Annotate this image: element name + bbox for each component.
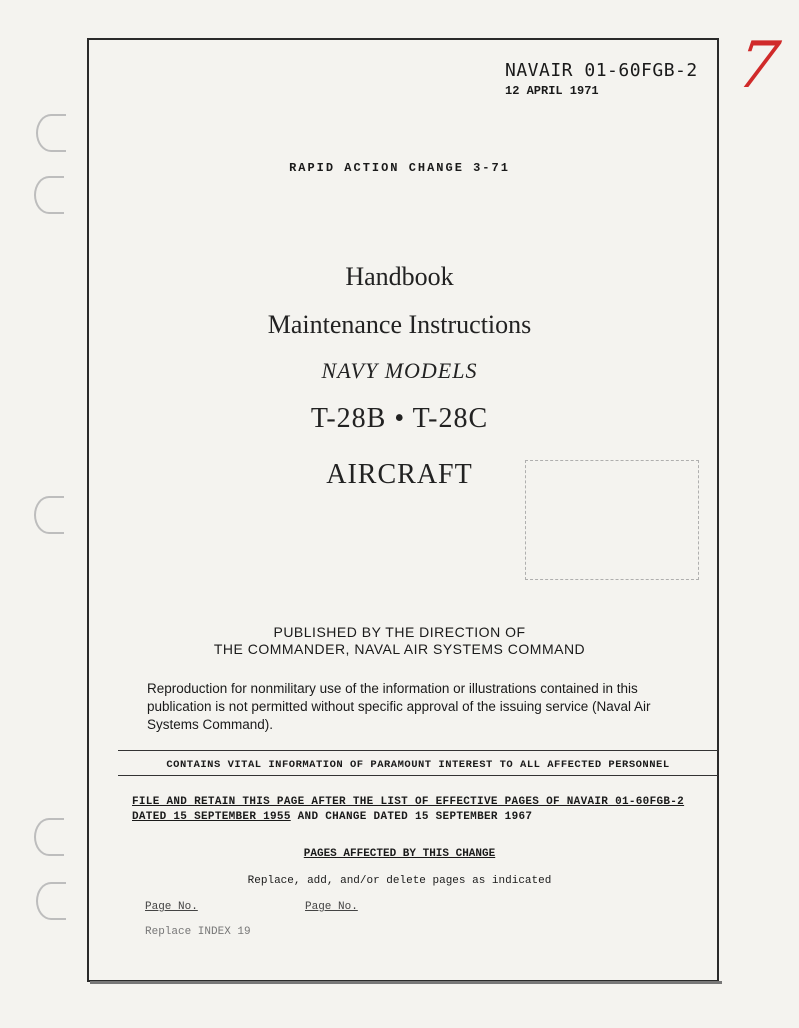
punch-hole (34, 176, 64, 214)
handwritten-mark: 7 (732, 29, 784, 103)
pages-affected-instruction: Replace, add, and/or delete pages as indicated (247, 875, 552, 887)
title-aircraft: AIRCRAFT (326, 459, 473, 490)
page-no-header-1: Page No. (145, 901, 198, 913)
punch-hole (36, 882, 66, 920)
punch-hole (36, 114, 66, 152)
document-number: NAVAIR 01-60FGB-2 (505, 60, 698, 81)
received-stamp (525, 460, 699, 580)
title-maintenance: Maintenance Instructions (267, 310, 532, 339)
divider (118, 750, 718, 751)
punch-hole (34, 496, 64, 534)
file-instruction-change: AND CHANGE DATED 15 SEPTEMBER 1967 (290, 811, 533, 823)
title-models: T-28B • T-28C (310, 403, 489, 434)
page-entry: Replace INDEX 19 (145, 926, 251, 938)
border-shadow (90, 981, 722, 984)
pages-affected-heading: PAGES AFFECTED BY THIS CHANGE (303, 848, 496, 860)
published-line-1: PUBLISHED BY THE DIRECTION OF (273, 624, 526, 640)
published-line-2: THE COMMANDER, NAVAL AIR SYSTEMS COMMAND (213, 641, 586, 657)
file-instruction-line-2 (132, 811, 532, 823)
title-navy-models: NAVY MODELS (321, 358, 478, 383)
title-handbook: Handbook (345, 262, 454, 291)
change-line: RAPID ACTION CHANGE 3-71 (289, 161, 510, 175)
reproduction-notice: Reproduction for nonmilitary use of the information or illustrations contained in this publication is not permitted without specific approval of the issuing service (Naval Air Systems Command). (147, 681, 651, 732)
vital-notice: CONTAINS VITAL INFORMATION OF PARAMOUNT INTEREST TO ALL AFFECTED PERSONNEL (166, 759, 670, 771)
file-instruction-date: DATED 15 SEPTEMBER 1955 (132, 811, 291, 823)
file-instruction-line-1: FILE AND RETAIN THIS PAGE AFTER THE LIST OF EFFECTIVE PAGES OF NAVAIR 01-60FGB-2 (132, 796, 685, 808)
page-no-header-2: Page No. (305, 901, 358, 913)
divider (118, 775, 718, 776)
document-date: 12 APRIL 1971 (505, 84, 599, 98)
